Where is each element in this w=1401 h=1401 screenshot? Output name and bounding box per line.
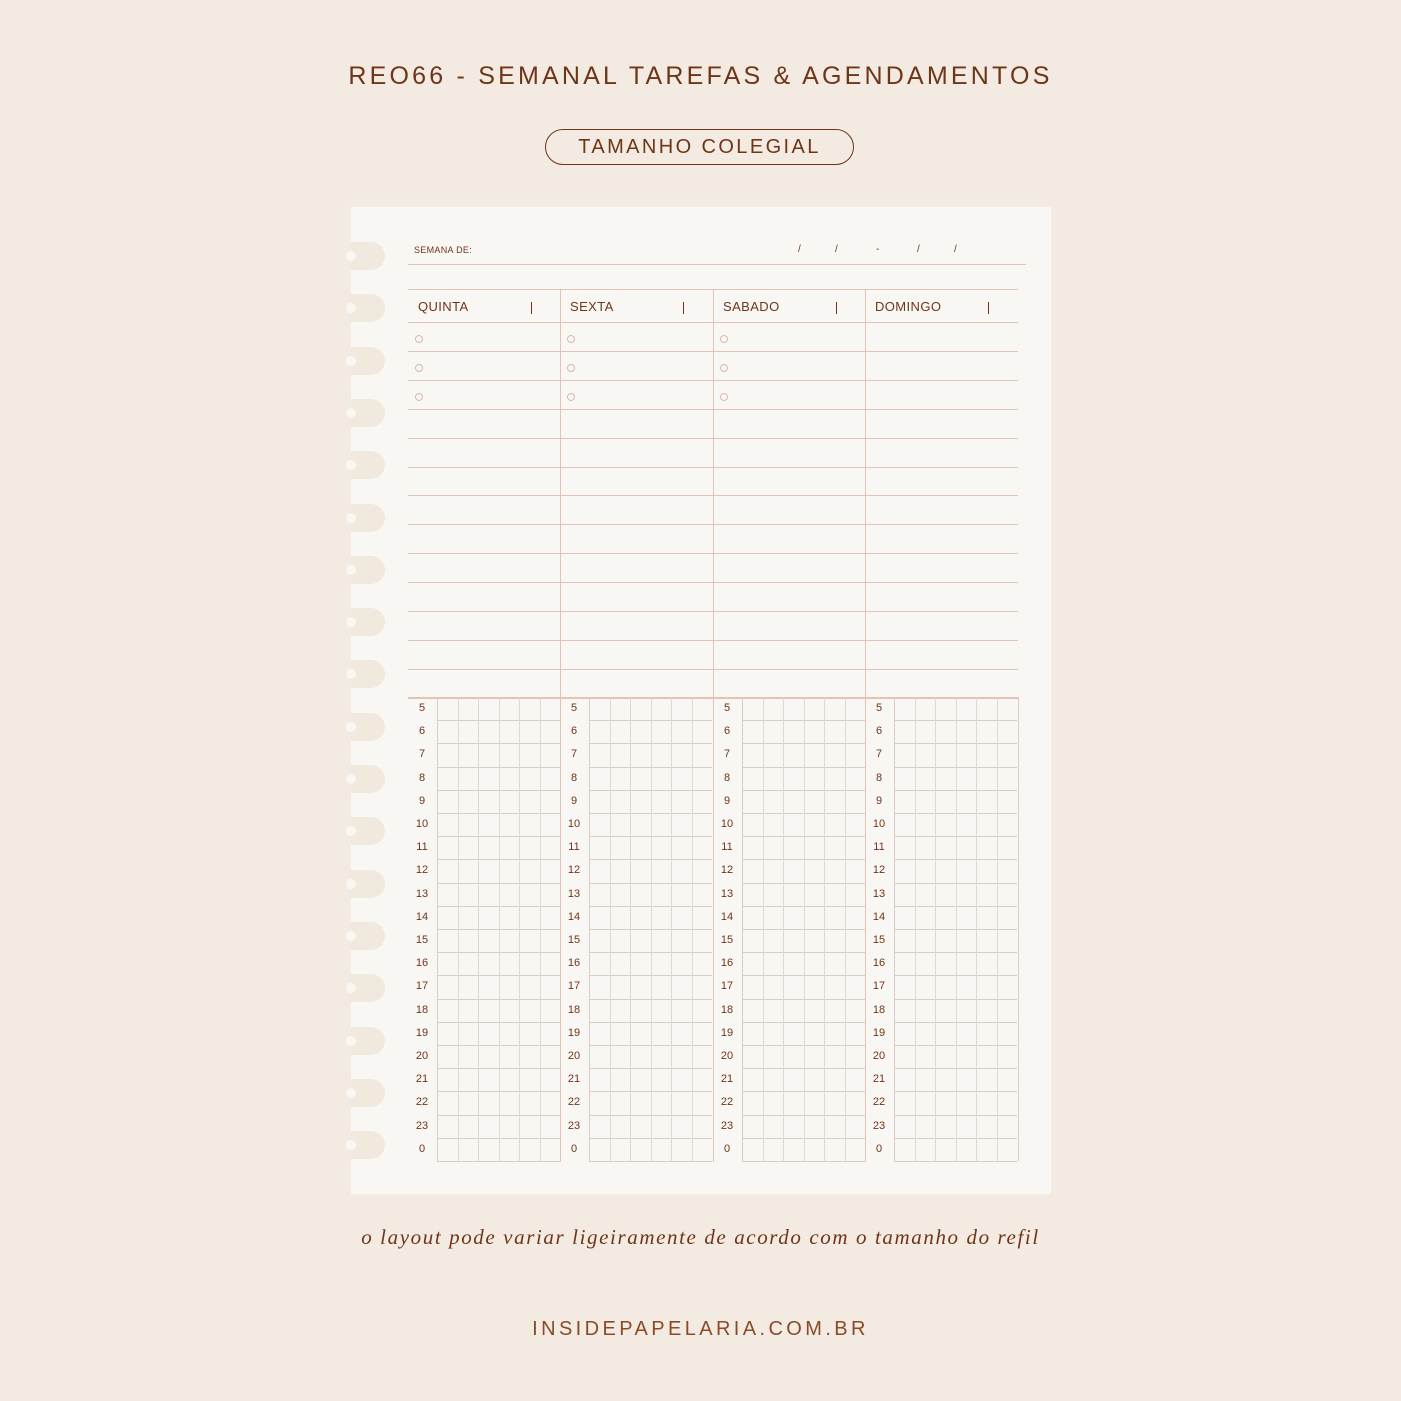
hour-label: 9 [875, 794, 883, 807]
hour-column-divider [742, 697, 743, 1161]
hour-label: 21 [872, 1073, 886, 1086]
hour-label: 14 [567, 910, 581, 923]
hour-label: 19 [567, 1026, 581, 1039]
hour-label: 15 [415, 934, 429, 946]
hour-label: 15 [720, 934, 734, 946]
page-title: REO66 - SEMANAL TAREFAS & AGENDAMENTOS [348, 62, 1053, 90]
schedule-subcolumn [610, 697, 611, 1161]
schedule-subcolumn [804, 697, 805, 1161]
task-checkbox[interactable] [720, 393, 728, 401]
hour-label: 12 [720, 864, 734, 877]
day-header-sabado: SABADO [723, 299, 780, 314]
hour-label: 17 [872, 980, 886, 993]
hour-label: 10 [872, 818, 886, 830]
schedule-subcolumn [478, 697, 479, 1161]
schedule-subcolumn [630, 697, 631, 1161]
hour-label: 16 [872, 957, 886, 970]
hour-label: 11 [721, 841, 733, 854]
day-date-marker [836, 302, 837, 314]
binder-ring [351, 347, 385, 375]
day-date-marker [531, 302, 532, 314]
schedule-subcolumn [976, 697, 977, 1161]
schedule-subcolumn [783, 697, 784, 1161]
binder-ring [351, 242, 385, 270]
hour-label: 18 [567, 1003, 581, 1016]
schedule-subcolumn [671, 697, 672, 1161]
hour-label: 6 [570, 725, 578, 738]
hour-label: 15 [567, 934, 581, 946]
binder-ring [351, 922, 385, 950]
hour-label: 9 [570, 794, 578, 807]
hour-label: 14 [415, 910, 429, 923]
hour-label: 16 [720, 957, 734, 970]
hour-column-divider [437, 697, 438, 1161]
hour-label: 13 [567, 887, 581, 900]
hour-column-divider [894, 697, 895, 1161]
schedule-subcolumn [935, 697, 936, 1161]
hour-label: 8 [875, 771, 883, 784]
hour-label: 22 [415, 1096, 429, 1109]
task-checkbox[interactable] [567, 393, 575, 401]
binder-ring [351, 660, 385, 688]
hour-label: 16 [567, 957, 581, 970]
hour-label: 22 [720, 1096, 734, 1109]
day-header-quinta: QUINTA [418, 299, 469, 314]
schedule-subcolumn [915, 697, 916, 1161]
hour-label: 19 [872, 1026, 886, 1039]
hour-label: 8 [723, 771, 731, 784]
schedule-subcolumn [540, 697, 541, 1161]
hour-label: 5 [875, 702, 883, 714]
task-checkbox[interactable] [720, 364, 728, 372]
schedule-row-rule [589, 1161, 712, 1162]
hour-label: 13 [872, 887, 886, 900]
schedule-subcolumn [651, 697, 652, 1161]
hour-label: 9 [418, 794, 426, 807]
hour-label: 12 [872, 864, 886, 877]
date-separator: / [798, 244, 801, 255]
binder-ring [351, 504, 385, 532]
task-checkbox[interactable] [415, 393, 423, 401]
week-underline [408, 264, 1026, 265]
hour-label: 17 [720, 980, 734, 993]
binder-ring [351, 399, 385, 427]
hour-label: 17 [567, 980, 581, 993]
schedule-right-border [1018, 697, 1019, 1161]
binder-ring [351, 608, 385, 636]
schedule-subcolumn [499, 697, 500, 1161]
schedule-row-rule [437, 1161, 560, 1162]
hour-label: 8 [570, 771, 578, 784]
hour-label: 21 [415, 1073, 429, 1086]
hour-label: 8 [418, 771, 426, 784]
hour-label: 0 [570, 1142, 578, 1155]
hour-label: 18 [720, 1003, 734, 1016]
schedule-row-rule [742, 1161, 865, 1162]
website-link[interactable]: INSIDEPAPELARIA.COM.BR [532, 1318, 869, 1340]
hour-label: 16 [415, 957, 429, 970]
hour-label: 10 [567, 818, 581, 830]
hour-label: 23 [872, 1119, 886, 1132]
binder-ring [351, 556, 385, 584]
date-separator: / [917, 244, 920, 255]
hour-column-divider [589, 697, 590, 1161]
hour-label: 0 [418, 1142, 426, 1155]
date-separator: / [835, 244, 838, 255]
hour-label: 11 [416, 841, 428, 854]
hour-label: 18 [415, 1003, 429, 1016]
hour-label: 6 [875, 725, 883, 738]
hour-label: 12 [567, 864, 581, 877]
hour-label: 13 [720, 887, 734, 900]
binder-ring [351, 451, 385, 479]
hour-label: 7 [418, 748, 426, 761]
hour-label: 13 [415, 887, 429, 900]
hour-label: 21 [567, 1073, 581, 1086]
hour-label: 19 [415, 1026, 429, 1039]
hour-label: 11 [568, 841, 580, 854]
hour-label: 23 [415, 1119, 429, 1132]
hour-label: 22 [567, 1096, 581, 1109]
schedule-subcolumn [956, 697, 957, 1161]
binder-ring [351, 713, 385, 741]
binder-ring [351, 817, 385, 845]
hour-label: 20 [720, 1050, 734, 1062]
hour-label: 18 [872, 1003, 886, 1016]
schedule-subcolumn [763, 697, 764, 1161]
hour-label: 23 [567, 1119, 581, 1132]
size-badge: TAMANHO COLEGIAL [545, 129, 854, 165]
hour-label: 22 [872, 1096, 886, 1109]
hour-label: 11 [873, 841, 885, 854]
hour-label: 5 [570, 702, 578, 714]
hour-label: 12 [415, 864, 429, 877]
hour-label: 7 [723, 748, 731, 761]
hour-label: 20 [567, 1050, 581, 1062]
day-header-domingo: DOMINGO [875, 299, 942, 314]
hour-label: 6 [418, 725, 426, 738]
schedule-subcolumn [458, 697, 459, 1161]
binder-ring [351, 1027, 385, 1055]
day-date-marker [683, 302, 684, 314]
hour-label: 17 [415, 980, 429, 993]
schedule-subcolumn [519, 697, 520, 1161]
layout-note: o layout pode variar ligeiramente de acordo com o tamanho do refil [361, 1225, 1040, 1249]
binder-ring [351, 765, 385, 793]
hour-label: 5 [723, 702, 731, 714]
schedule-subcolumn [845, 697, 846, 1161]
hour-label: 0 [723, 1142, 731, 1155]
hour-label: 15 [872, 934, 886, 946]
hour-label: 23 [720, 1119, 734, 1132]
hour-label: 9 [723, 794, 731, 807]
task-checkbox[interactable] [720, 335, 728, 343]
hour-label: 7 [875, 748, 883, 761]
schedule-subcolumn [692, 697, 693, 1161]
binder-ring [351, 1131, 385, 1159]
binder-ring [351, 294, 385, 322]
schedule-subcolumn [997, 697, 998, 1161]
day-date-marker [988, 302, 989, 314]
task-checkbox[interactable] [567, 335, 575, 343]
hour-label: 10 [720, 818, 734, 830]
hour-label: 20 [872, 1050, 886, 1062]
hour-label: 14 [872, 910, 886, 923]
hour-label: 7 [570, 748, 578, 761]
date-separator: - [876, 244, 880, 255]
schedule-row-rule [894, 1161, 1017, 1162]
hour-label: 0 [875, 1142, 883, 1155]
task-checkbox[interactable] [415, 335, 423, 343]
binder-ring [351, 870, 385, 898]
task-checkbox[interactable] [567, 364, 575, 372]
date-separator: / [954, 244, 957, 255]
hour-label: 6 [723, 725, 731, 738]
hour-label: 20 [415, 1050, 429, 1062]
week-label: SEMANA DE: [414, 245, 473, 255]
task-checkbox[interactable] [415, 364, 423, 372]
hour-label: 10 [415, 818, 429, 830]
hour-label: 19 [720, 1026, 734, 1039]
hour-label: 21 [720, 1073, 734, 1086]
schedule-subcolumn [824, 697, 825, 1161]
hour-label: 14 [720, 910, 734, 923]
binder-ring [351, 974, 385, 1002]
day-header-sexta: SEXTA [570, 299, 614, 314]
hour-label: 5 [418, 702, 426, 714]
binder-ring [351, 1079, 385, 1107]
